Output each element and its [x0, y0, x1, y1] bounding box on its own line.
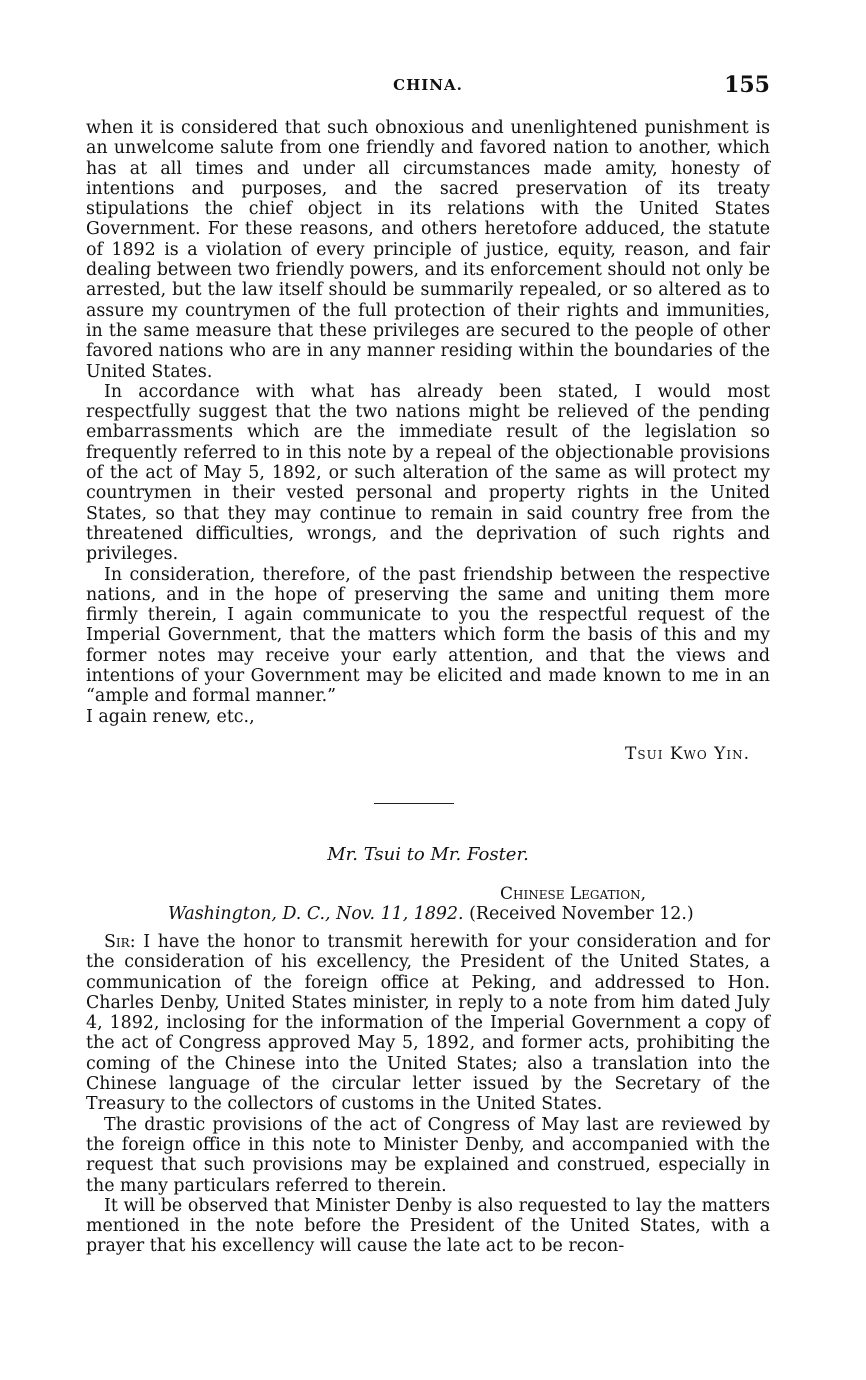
running-title: CHINA.	[393, 76, 463, 94]
paragraph: In consideration, therefore, of the past friendship between the respective nations, and in the hope of preserving the same and uniting them more firmly therein, I again communicate to you the respectful request of the Imperial Government, that the matters which form the basis of this and my former notes may receive your early attention, and that the views and intentions of your Government may be elicited and made known to me in an “ample and formal manner.”	[86, 564, 770, 707]
page-number: 155	[724, 72, 770, 98]
dateline	[168, 904, 694, 924]
legation-line: Chinese Legation,	[500, 884, 646, 904]
paragraph: In accordance with what has already been stated, I would most respectfully suggest that the two nations might be relieved of the pending embarrassments which are the immediate result of the legislation so frequently referred to in this note by a repeal of the objectionable provisions of the act of May 5, 1892, or such alteration of the same as will protect my countrymen in their vested personal and property rights in the United States, so that they may continue to remain in said country free from the threatened difficulties, wrongs, and the deprivation of such rights and privileges.	[86, 381, 770, 565]
salutation: Sir:	[104, 932, 136, 952]
paragraph: when it is considered that such obnoxious and unenlightened punishment is an unwelcome salute from one friendly and favored nation to another, which has at all times and under all circumstances made amity, honesty of intentions and purposes, and the sacred preservation of its treaty stipulations the chief object in its relations with the United States Government. For these reasons, and others heretofore adduced, the statute of 1892 is a violation of every principle of justice, equity, reason, and fair dealing between two friendly powers, and its enforcement should not only be arrested, but the law itself should be summarily repealed, or so altered as to assure my countrymen of the full protection of their rights and immunities, in the same measure that these privileges are secured to the people of other favored nations who are in any manner residing within the boundaries of the United States.	[86, 118, 770, 382]
letter-heading: Mr. Tsui to Mr. Foster.	[327, 844, 529, 865]
signature: Tsui Kwo Yin.	[625, 744, 750, 764]
paragraph: It will be observed that Minister Denby is also requested to lay the matters mentioned in the note before the President of the United States, with a prayer that his excellency will cause the late act to be recon-	[86, 1195, 770, 1257]
dateline-received: (Received November 12.)	[469, 904, 694, 924]
section-divider	[374, 803, 454, 804]
closing-line: I again renew, etc.,	[86, 706, 255, 727]
paragraph: The drastic provisions of the act of Congress of May last are reviewed by the foreign office in this note to Minister Denby, and accompanied with the request that such provisions may be explained and construed, especially in the many particulars referred to therein.	[86, 1114, 770, 1196]
letter-body	[86, 932, 770, 1257]
paragraph	[86, 932, 770, 1115]
page-header	[86, 72, 770, 100]
letter-body-continued	[86, 118, 770, 727]
paragraph-text: I have the honor to transmit herewith for your consideration and for the consideration of his excellency, the President of the United States, a communication of the foreign office at Peking, and addressed to Hon. Charles Denby, United States minister, in reply to a note from him dated July 4, 1892, inclosing for the information of the Imperial Government a copy of the act of Congress approved May 5, 1892, and former acts, prohibiting the coming of the Chinese into the United States; also a translation into the Chinese language of the circular letter issued by the Secretary of the Treasury to the collectors of customs in the United States.	[86, 932, 771, 1115]
dateline-place: Washington, D. C., Nov. 11, 1892.	[168, 904, 464, 924]
